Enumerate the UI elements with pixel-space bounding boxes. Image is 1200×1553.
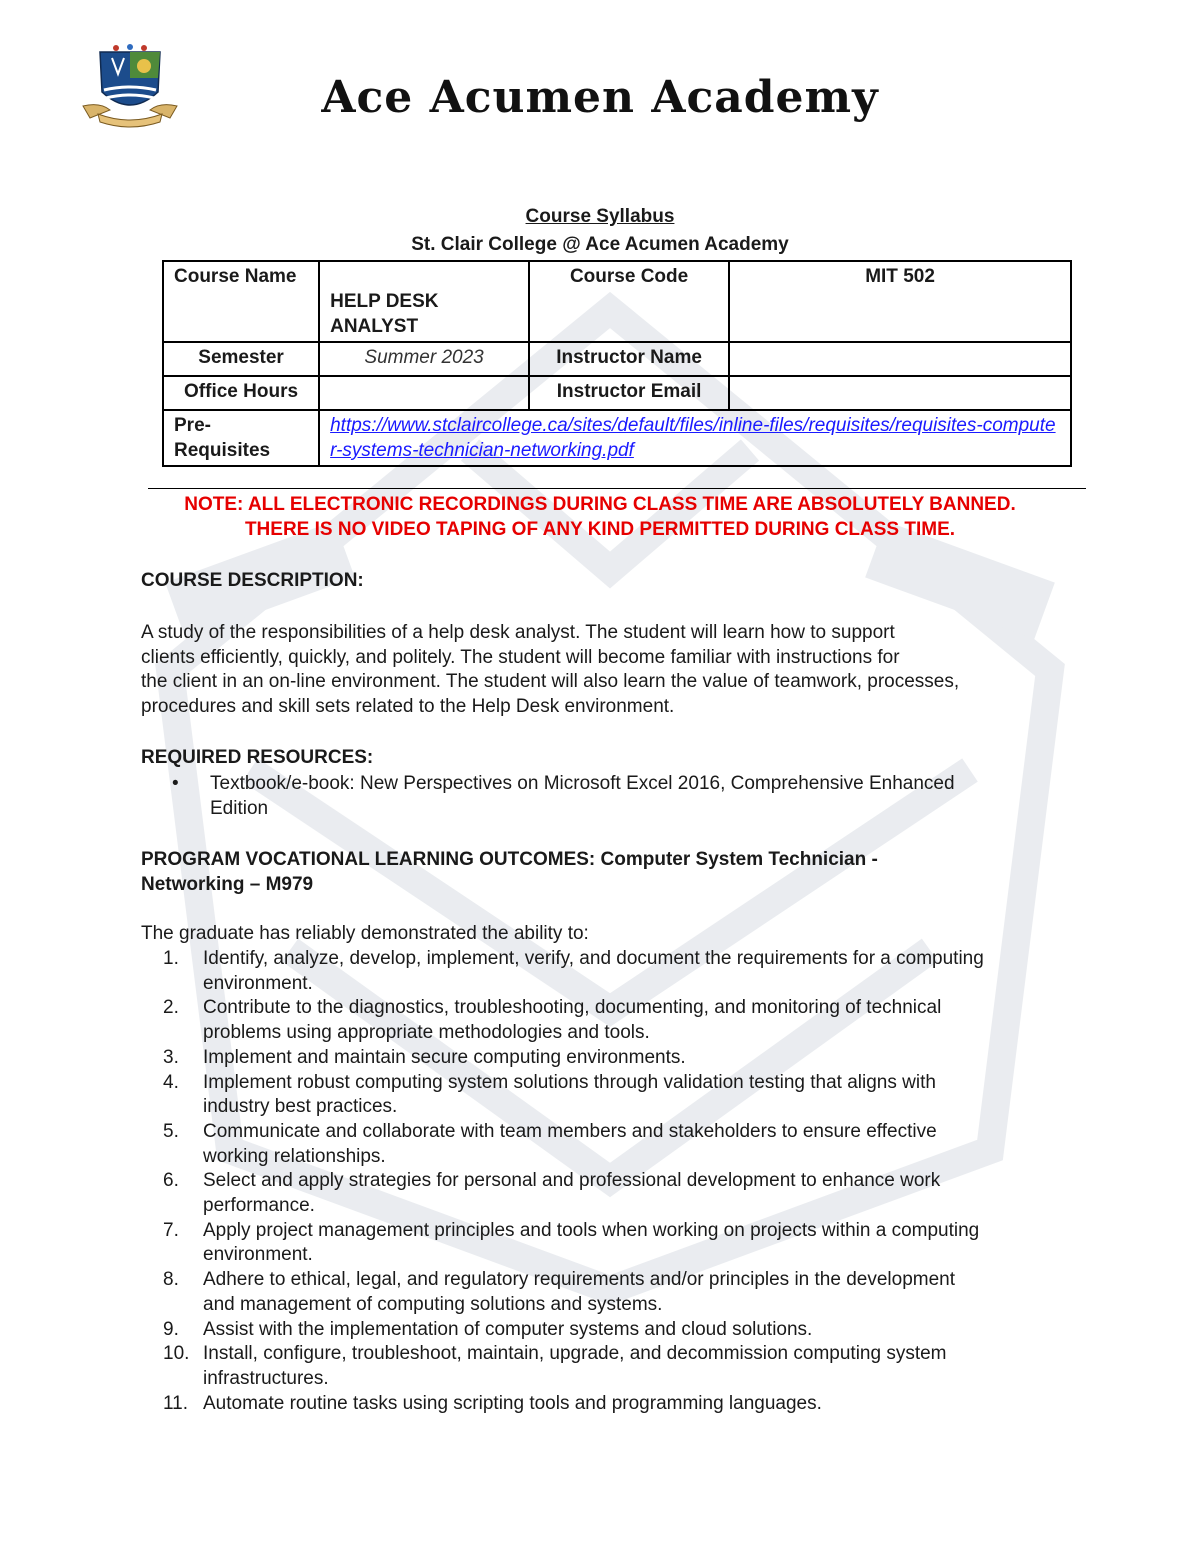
outcome-number: 9. <box>163 1318 179 1340</box>
outcome-text: Contribute to the diagnostics, troubleshooting, documenting, and monitoring of technical problems using appropriate methodologies and tools. <box>203 997 942 1044</box>
outcome-text: Automate routine tasks using scripting tools and programming languages. <box>203 1392 822 1414</box>
list-item <box>163 1120 1103 1169</box>
outcome-number: 2. <box>163 997 179 1019</box>
section-divider <box>148 488 1086 489</box>
syllabus-heading: Course Syllabus <box>525 206 675 227</box>
outcome-number: 10. <box>163 1343 190 1365</box>
office-hours-value <box>319 376 529 410</box>
course-code-value: MIT 502 <box>729 261 1071 342</box>
list-item <box>163 1219 1103 1268</box>
prerequisites-link[interactable]: https://www.stclaircollege.ca/sites/default/files/inline-files/requisites/requisites-computer-systems-technician-networking.pdf <box>330 415 1056 461</box>
prerequisites-label: Pre- Requisites <box>163 410 319 466</box>
outcome-number: 1. <box>163 948 179 969</box>
list-item <box>163 1268 1103 1317</box>
outcome-text: Assist with the implementation of computer systems and cloud solutions. <box>203 1318 813 1340</box>
outcome-text: Implement and maintain secure computing environments. <box>203 1046 686 1068</box>
list-item <box>163 1046 1103 1071</box>
outcome-number: 6. <box>163 1170 179 1192</box>
outcome-number: 8. <box>163 1269 179 1291</box>
office-hours-label: Office Hours <box>163 376 319 410</box>
outcome-text: Apply project management principles and tools when working on projects within a computing environment. <box>203 1219 980 1266</box>
list-item <box>163 1342 1103 1391</box>
syllabus-subheading: St. Clair College @ Ace Acumen Academy <box>411 234 789 255</box>
pvlo-intro: The graduate has reliably demonstrated the ability to: <box>141 923 589 944</box>
outcome-number: 3. <box>163 1046 179 1068</box>
outcome-number: 11. <box>163 1392 189 1414</box>
outcome-text: Select and apply strategies for personal and professional development to enhance work performance. <box>203 1170 941 1217</box>
instructor-email-value <box>729 376 1071 410</box>
list-item <box>163 1392 1103 1417</box>
course-name-label: Course Name <box>163 261 319 342</box>
outcome-text: Identify, analyze, develop, implement, verify, and document the requirements for a computing environment. <box>203 948 984 994</box>
list-item <box>163 1169 1103 1218</box>
semester-value: Summer 2023 <box>319 342 529 376</box>
outcome-text: Implement robust computing system solutions through validation testing that aligns with industry best practices. <box>203 1071 936 1118</box>
list-item <box>163 996 1103 1045</box>
list-item <box>163 1318 1103 1343</box>
course-description-heading: COURSE DESCRIPTION: <box>141 570 364 591</box>
video-taping-note: THERE IS NO VIDEO TAPING OF ANY KIND PERMITTED DURING CLASS TIME. <box>244 519 956 540</box>
instructor-email-label: Instructor Email <box>529 376 729 410</box>
required-resources-heading: REQUIRED RESOURCES: <box>141 747 374 768</box>
outcome-text: Install, configure, troubleshoot, maintain, upgrade, and decommission computing system infrastructures. <box>203 1343 947 1389</box>
list-item <box>163 1071 1103 1120</box>
outcome-text: Communicate and collaborate with team members and stakeholders to ensure effective working relationships. <box>203 1120 937 1167</box>
outcome-number: 7. <box>163 1219 179 1241</box>
instructor-name-value <box>729 342 1071 376</box>
course-code-label: Course Code <box>529 261 729 342</box>
instructor-name-label: Instructor Name <box>529 342 729 376</box>
course-description-text: A study of the responsibilities of a help desk analyst. The student will learn how to support clients efficiently, quickly, and politely. The student will become familiar with instructions for the client in an on-line environment. The student will also learn the value of teamwork, processes, procedures and skill sets related to the Help Desk environment. <box>141 622 960 717</box>
course-name-value: HELP DESK ANALYST <box>319 261 529 342</box>
recording-ban-note: NOTE: ALL ELECTRONIC RECORDINGS DURING CLASS TIME ARE ABSOLUTELY BANNED. <box>184 494 1016 515</box>
outcome-number: 5. <box>163 1120 179 1142</box>
semester-label: Semester <box>163 342 319 376</box>
list-item <box>163 947 1103 996</box>
outcome-text: Adhere to ethical, legal, and regulatory requirements and/or principles in the development and management of computing solutions and systems. <box>203 1269 956 1315</box>
bullet-icon: • <box>172 773 179 794</box>
outcomes-list <box>163 947 1103 1416</box>
course-info-table <box>162 260 1072 467</box>
pvlo-heading: PROGRAM VOCATIONAL LEARNING OUTCOMES: Computer System Technician - Networking – M979 <box>141 849 878 895</box>
resource-item-text: Textbook/e-book: New Perspectives on Microsoft Excel 2016, Comprehensive Enhanced Edition <box>210 773 955 819</box>
outcome-number: 4. <box>163 1071 179 1093</box>
institution-title: Ace Acumen Academy <box>321 72 879 123</box>
